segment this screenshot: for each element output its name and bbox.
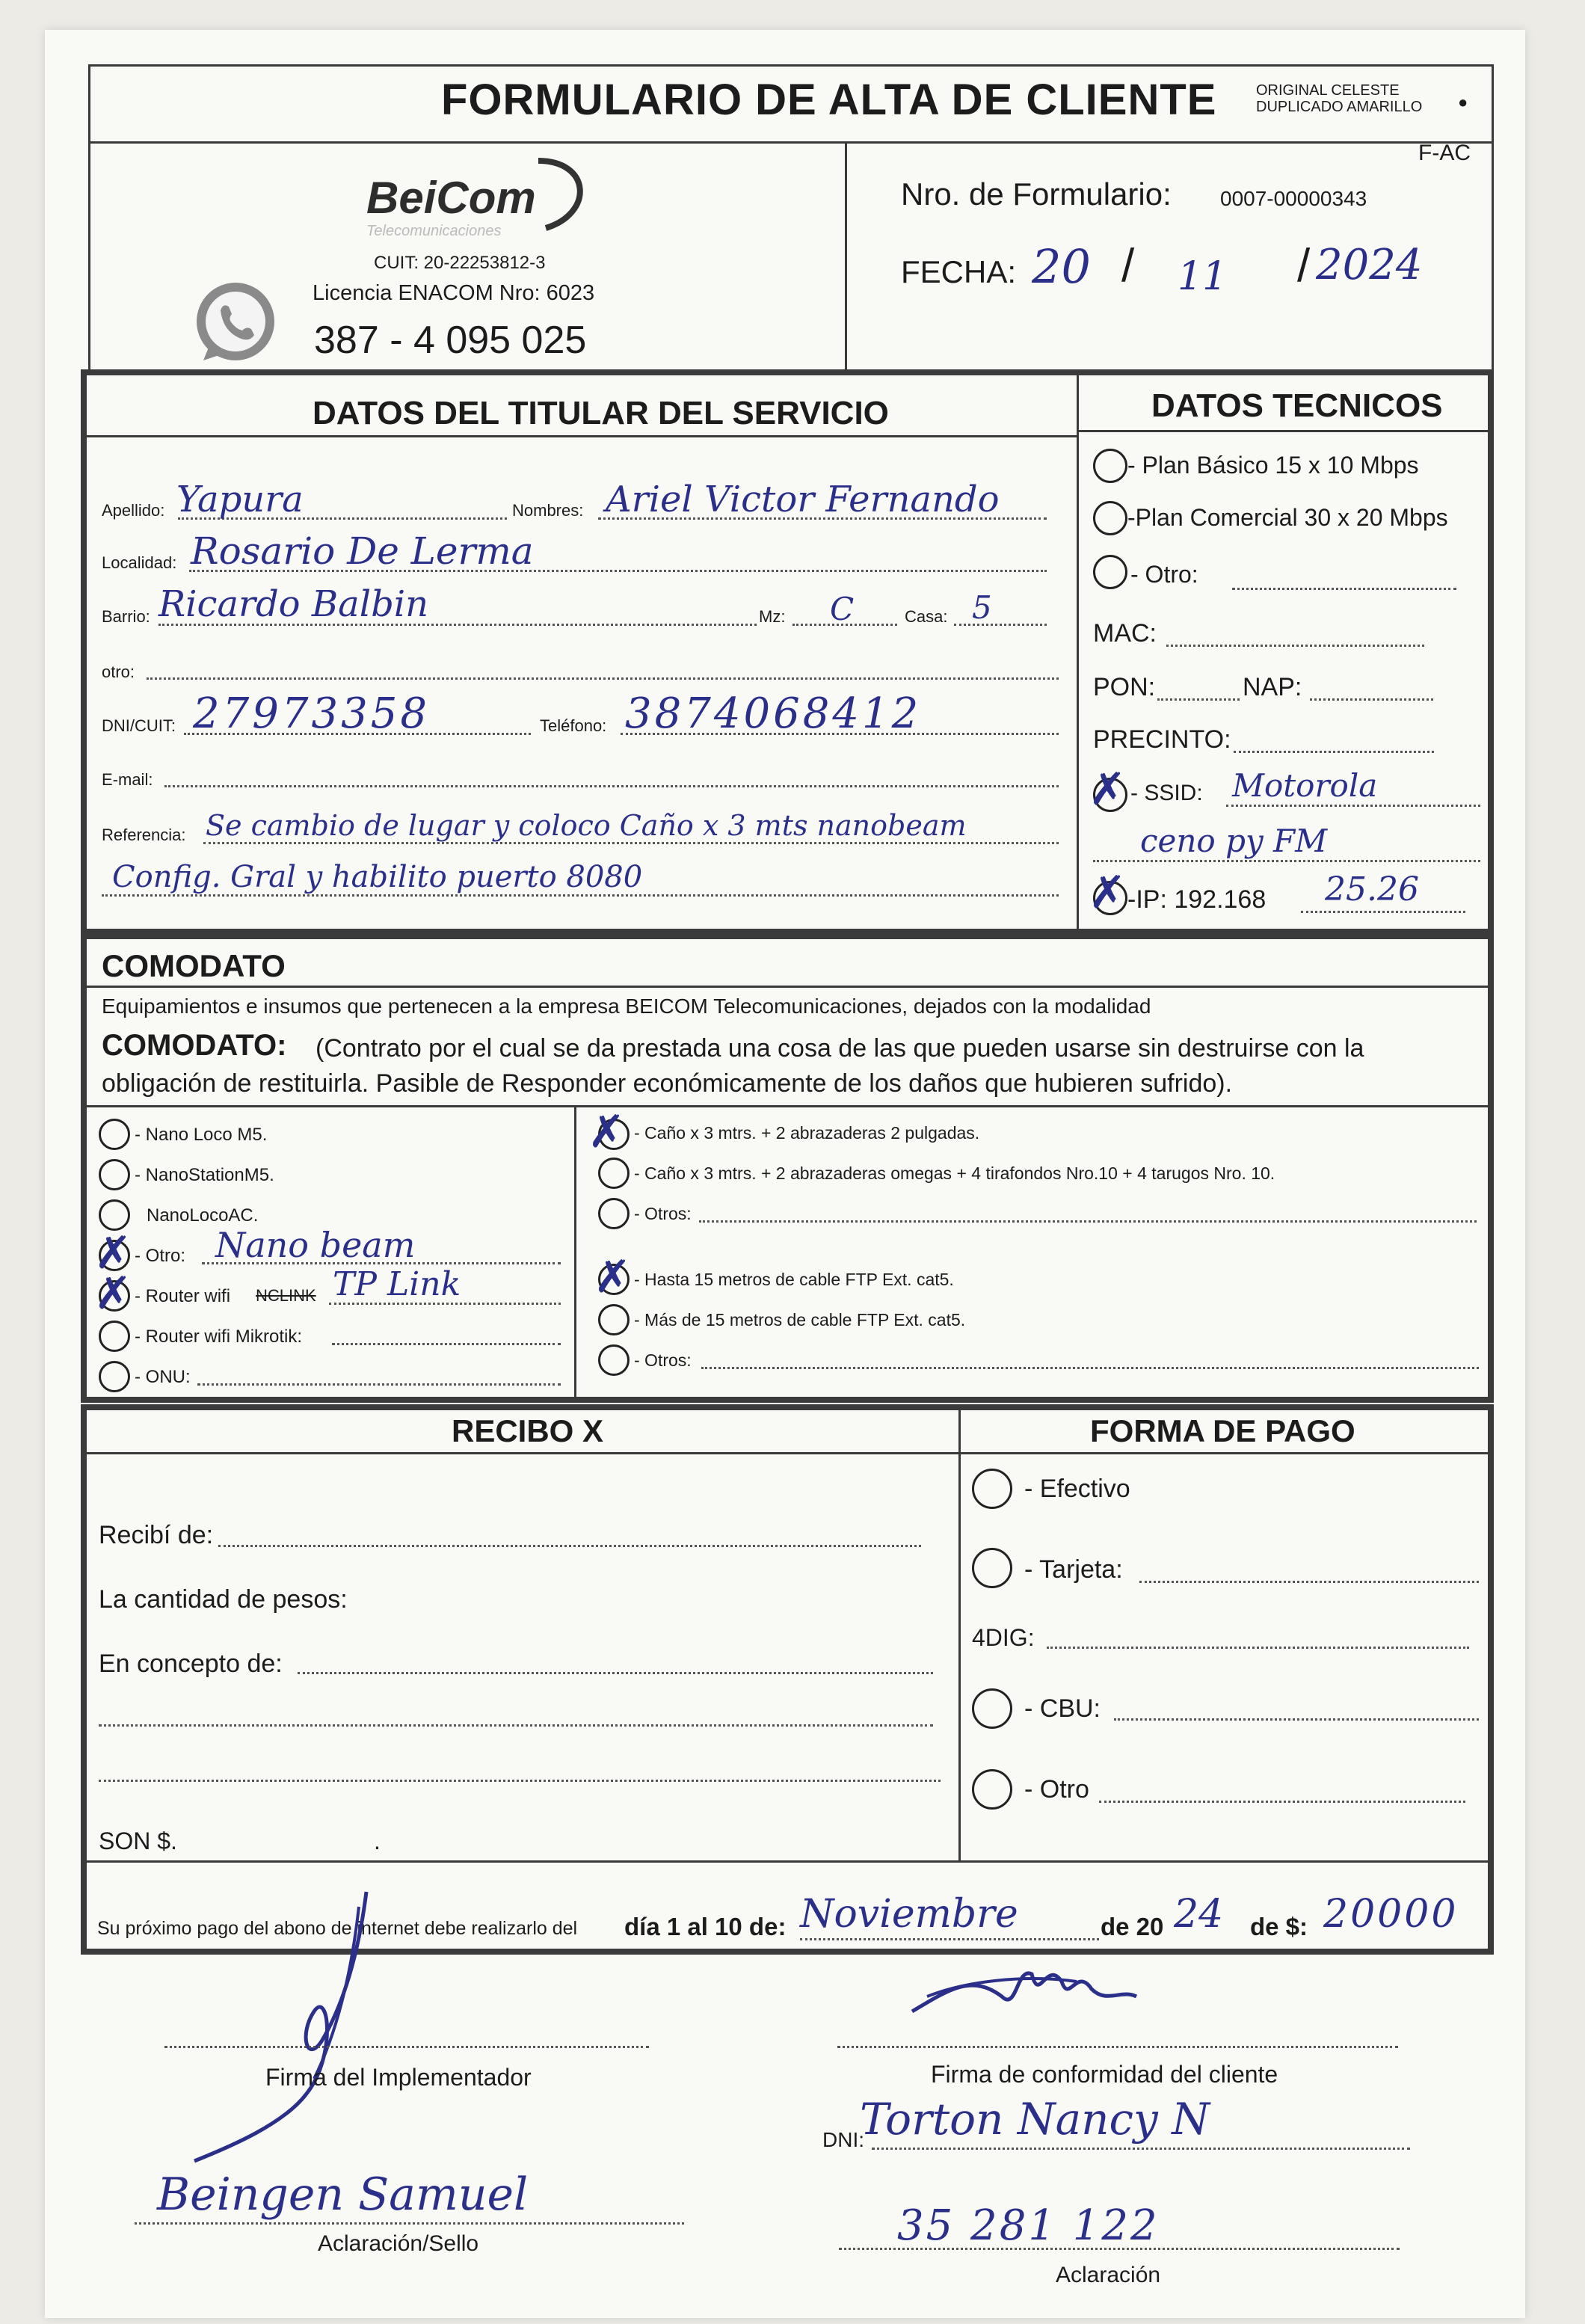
comodato-intro: Equipamientos e insumos que pertenecen a la empresa BEICOM Telecomunicaciones, dejados con la modalidad: [102, 995, 1151, 1018]
pon-label: PON:: [1093, 673, 1156, 701]
titular-title: DATOS DEL TITULAR DEL SERVICIO: [313, 395, 889, 431]
amount-label: de $:: [1250, 1913, 1308, 1940]
casa-label: Casa:: [905, 607, 948, 626]
amount-field[interactable]: 20000: [1323, 1892, 1459, 1937]
mac-label: MAC:: [1093, 619, 1157, 648]
router-mikrotik-radio[interactable]: [99, 1321, 130, 1352]
cable-mas-15-label: - Más de 15 metros de cable FTP Ext. cat5.: [634, 1310, 966, 1329]
router-mikrotik-label: - Router wifi Mikrotik:: [135, 1327, 303, 1347]
casa-field[interactable]: 5: [972, 589, 992, 626]
cano-omegas-checkbox[interactable]: [598, 1158, 630, 1189]
cable-otros-checkbox[interactable]: [598, 1344, 630, 1376]
router-wifi-field[interactable]: TP Link: [333, 1265, 461, 1303]
plan-comercial-label: -Plan Comercial 30 x 20 Mbps: [1127, 504, 1448, 531]
tarjeta-radio[interactable]: [972, 1548, 1012, 1588]
material-otros-checkbox[interactable]: [598, 1198, 630, 1229]
pago-otro-label: - Otro: [1024, 1775, 1089, 1804]
cable-mas-15-checkbox[interactable]: [598, 1304, 630, 1335]
otro-label: otro:: [102, 663, 135, 681]
cano-check-mark: ✗: [588, 1106, 626, 1158]
nanoloco-ac-label: NanoLocoAC.: [147, 1205, 259, 1226]
nanostation-m5-radio[interactable]: [99, 1159, 130, 1190]
implementador-aclaracion-field[interactable]: Beingen Samuel: [157, 2168, 529, 2221]
son-label: SON $.: [99, 1827, 177, 1854]
firma-implementador-label: Firma del Implementador: [265, 2064, 532, 2091]
material-otros-label: - Otros:: [634, 1204, 692, 1223]
telefono-field[interactable]: 3874068412: [625, 689, 922, 738]
firma-cliente-label: Firma de conformidad del cliente: [931, 2061, 1278, 2088]
form-number-label: Nro. de Formulario:: [901, 176, 1172, 212]
dni-label: DNI/CUIT:: [102, 716, 176, 735]
recibi-field[interactable]: [218, 1545, 921, 1547]
logo-swoosh-icon: [523, 153, 606, 236]
form-number-value: 0007-00000343: [1220, 187, 1367, 210]
copy-line-2: DUPLICADO AMARILLO: [1256, 99, 1423, 115]
date-sep-2: /: [1297, 240, 1311, 292]
proximo-month-field[interactable]: Noviembre: [800, 1892, 1018, 1937]
date-month[interactable]: 11: [1178, 254, 1228, 299]
plan-basico-label: - Plan Básico 15 x 10 Mbps: [1127, 452, 1419, 479]
referencia-line-2[interactable]: Config. Gral y habilito puerto 8080: [112, 860, 643, 894]
ssid-field[interactable]: Motorola: [1232, 767, 1378, 804]
concepto-label: En concepto de:: [99, 1650, 283, 1678]
nano-loco-m5-radio[interactable]: [99, 1119, 130, 1150]
plan-otro-label: - Otro:: [1130, 561, 1198, 588]
comodato-def-word: COMODATO:: [102, 1029, 287, 1062]
router-wifi-check-mark: ✗: [94, 1267, 132, 1320]
nap-label: NAP:: [1243, 673, 1302, 701]
localidad-label: Localidad:: [102, 553, 177, 572]
implementador-signature: [187, 1884, 426, 2168]
date-day[interactable]: 20: [1032, 239, 1091, 294]
mz-label: Mz:: [759, 607, 786, 626]
cliente-dni-field[interactable]: 35 281 122: [897, 2201, 1160, 2250]
form-code: F-AC: [1418, 141, 1471, 165]
router-wifi-label: - Router wifi: [135, 1286, 231, 1306]
ssid-label: - SSID:: [1130, 781, 1203, 805]
nanostation-m5-label: - NanoStationM5.: [135, 1165, 274, 1185]
date-sep-1: /: [1121, 240, 1135, 292]
comodato-def-text: (Contrato por el cual se da prestada una cosa de las que pueden usarse sin destruirse con la: [316, 1034, 1364, 1063]
company-cuit: CUIT: 20-22253812-3: [374, 253, 546, 273]
recibi-label: Recibí de:: [99, 1521, 214, 1549]
telefono-label: Teléfono:: [540, 716, 607, 735]
dig-label: 4DIG:: [972, 1624, 1035, 1651]
copy-line-1: ORIGINAL CELESTE: [1256, 82, 1400, 99]
nanoloco-ac-radio[interactable]: [99, 1199, 130, 1231]
cliente-name-field[interactable]: Torton Nancy N: [860, 2094, 1210, 2145]
mz-field[interactable]: C: [830, 591, 855, 627]
nombres-label: Nombres:: [512, 501, 584, 520]
cbu-label: - CBU:: [1024, 1694, 1101, 1723]
pago-title: FORMA DE PAGO: [1090, 1413, 1355, 1448]
year-field[interactable]: 24: [1174, 1892, 1224, 1937]
dni-field[interactable]: 27973358: [193, 689, 431, 738]
nano-loco-m5-label: - Nano Loco M5.: [135, 1125, 268, 1145]
proximo-pago-text: Su próximo pago del abono de internet debe realizarlo del: [97, 1918, 578, 1939]
whatsapp-icon: [187, 277, 284, 374]
concepto-field[interactable]: [298, 1672, 933, 1674]
ip-field[interactable]: 25.26: [1325, 870, 1419, 909]
plan-otro-radio[interactable]: [1093, 555, 1127, 589]
ip-label: -IP: 192.168: [1127, 885, 1267, 914]
router-brand-struck: NCLINK: [256, 1286, 316, 1305]
proximo-pago-bold: día 1 al 10 de:: [624, 1913, 787, 1940]
cano-2-pulgadas-label: - Caño x 3 mtrs. + 2 abrazaderas 2 pulgadas.: [634, 1123, 980, 1143]
plan-basico-radio[interactable]: [1093, 449, 1127, 483]
cliente-dni-label: DNI:: [822, 2128, 864, 2151]
comodato-def-text-2: obligación de restituirla. Pasible de Responder económicamente de los daños que hubieren sufrido).: [102, 1069, 1233, 1098]
year-label: de 20: [1101, 1913, 1164, 1940]
apellido-field[interactable]: Yapura: [176, 479, 304, 520]
bullet-dot: ●: [1458, 93, 1468, 111]
recibo-title: RECIBO X: [452, 1413, 604, 1448]
cable-hasta-15-label: - Hasta 15 metros de cable FTP Ext. cat5.: [634, 1270, 954, 1289]
aclaracion-sello-label: Aclaración/Sello: [318, 2231, 479, 2256]
company-logo-sub: Telecomunicaciones: [366, 223, 502, 239]
company-logo: BeiCom: [366, 173, 536, 223]
onu-radio[interactable]: [99, 1361, 130, 1392]
tarjeta-label: - Tarjeta:: [1024, 1555, 1123, 1584]
cano-omegas-label: - Caño x 3 mtrs. + 2 abrazaderas omegas + 4 tirafondos Nro.10 + 4 tarugos Nro. 10.: [634, 1163, 1275, 1183]
ip-check-mark: ✗: [1089, 867, 1127, 919]
referencia-line-1[interactable]: Se cambio de lugar y coloco Caño x 3 mts nanobeam: [206, 809, 967, 842]
equip-otro-label: - Otro:: [135, 1246, 186, 1266]
equip-otro-check-mark: ✗: [94, 1227, 132, 1279]
date-year[interactable]: 2024: [1316, 241, 1423, 289]
apellido-label: Apellido:: [102, 501, 165, 520]
equip-otro-field[interactable]: Nano beam: [215, 1225, 416, 1265]
email-label: E-mail:: [102, 770, 153, 789]
company-whatsapp: 387 - 4 095 025: [314, 319, 587, 362]
cable-check-mark: ✗: [594, 1251, 632, 1303]
comodato-title: COMODATO: [102, 948, 286, 983]
ssid-field-2[interactable]: ceno py FM: [1140, 823, 1328, 859]
cbu-radio[interactable]: [972, 1688, 1012, 1729]
nombres-field[interactable]: Ariel Victor Fernando: [606, 479, 1000, 520]
ssid-check-mark: ✗: [1089, 763, 1127, 816]
date-label: FECHA:: [901, 254, 1017, 289]
barrio-label: Barrio:: [102, 607, 150, 626]
barrio-field[interactable]: Ricardo Balbin: [158, 583, 429, 625]
aclaracion-label: Aclaración: [1056, 2263, 1161, 2287]
tecnicos-title: DATOS TECNICOS: [1151, 387, 1443, 424]
titular-divider: [1077, 374, 1079, 930]
precinto-label: PRECINTO:: [1093, 725, 1231, 754]
pago-otro-radio[interactable]: [972, 1769, 1012, 1810]
efectivo-radio[interactable]: [972, 1469, 1012, 1509]
cable-otros-label: - Otros:: [634, 1350, 692, 1370]
referencia-label: Referencia:: [102, 826, 186, 844]
recibo-section: [81, 1404, 1494, 1955]
onu-label: - ONU:: [135, 1367, 191, 1387]
cliente-signature: [905, 1944, 1144, 2034]
efectivo-label: - Efectivo: [1024, 1475, 1130, 1503]
localidad-field[interactable]: Rosario De Lerma: [191, 529, 534, 573]
cantidad-label: La cantidad de pesos:: [99, 1585, 348, 1614]
plan-comercial-radio[interactable]: [1093, 501, 1127, 535]
form-title: FORMULARIO DE ALTA DE CLIENTE: [441, 76, 1217, 124]
company-license: Licencia ENACOM Nro: 6023: [313, 281, 595, 305]
